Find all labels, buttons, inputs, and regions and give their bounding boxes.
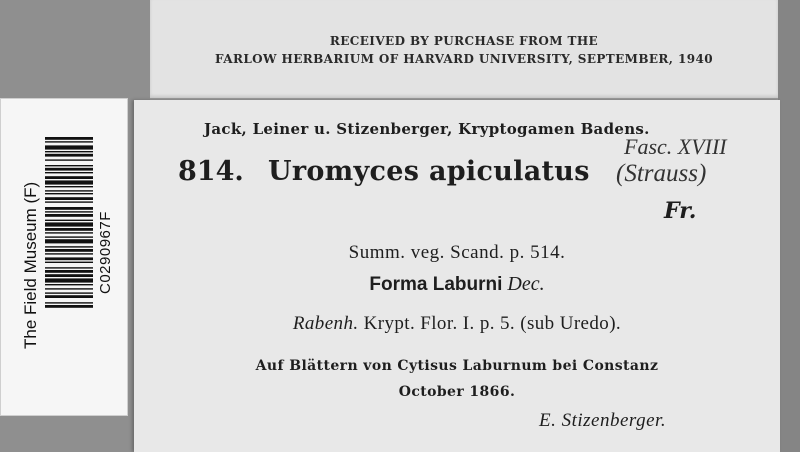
barcode-bar (45, 214, 93, 217)
barcode-bar (45, 249, 93, 252)
barcode-bar (45, 292, 93, 293)
barcode-bar (45, 151, 93, 152)
barcode-bar (45, 262, 93, 263)
barcode-bar (45, 284, 93, 285)
institution-name: The Field Museum (F) (21, 181, 40, 349)
reference-author: Rabenh. (292, 313, 359, 334)
barcode-bar (45, 172, 93, 173)
barcode-bar (45, 253, 93, 254)
barcode-bar (45, 267, 93, 268)
publisher-line: Jack, Leiner u. Stizenberger, Kryptogamen Badens. (204, 120, 650, 138)
barcode-bar (45, 220, 93, 221)
right-background (778, 0, 800, 452)
citation-line: Summ. veg. Scand. p. 514. (348, 242, 566, 263)
barcode-bar (45, 232, 93, 233)
barcode-bar (45, 159, 93, 160)
forma-author: Dec. (507, 273, 545, 295)
barcode-bar (45, 154, 93, 157)
acquisition-label (150, 0, 778, 98)
barcode-bar (45, 239, 93, 243)
barcode-bar (45, 228, 93, 231)
barcode-bar (45, 295, 93, 298)
barcode-graphic (45, 137, 93, 365)
barcode-bar (45, 274, 93, 277)
fascicle-handwritten: Fasc. XVIII (624, 134, 727, 159)
habitat-line: Auf Blättern von Cytisus Laburnum bei Constanz (255, 358, 659, 374)
collector-name: E. Stizenberger. (539, 410, 667, 431)
author-handwritten: (Strauss) (616, 160, 707, 187)
barcode-bar (45, 302, 93, 303)
forma-name: Forma Laburni (369, 274, 503, 295)
barcode-bar (45, 145, 93, 149)
specimen-label (134, 100, 780, 452)
reference-detail: Krypt. Flor. I. p. 5. (sub Uredo). (363, 313, 622, 334)
barcode-bar (45, 186, 93, 187)
barcode-bar (45, 141, 93, 142)
barcode-bar (45, 270, 93, 273)
barcode-bar (45, 207, 93, 210)
species-name: Uromyces apiculatus (268, 156, 590, 187)
specimen-number: 814. (178, 156, 244, 187)
barcode-bar (45, 190, 93, 191)
barcode-bar (45, 246, 93, 247)
barcode-bar (45, 137, 93, 140)
acquisition-line-1: RECEIVED BY PURCHASE FROM THE (329, 34, 599, 48)
barcode-bar (45, 257, 93, 260)
catalog-number: C0290967F (97, 211, 114, 294)
barcode-bar (45, 211, 93, 212)
barcode-bar (45, 168, 93, 171)
barcode-bar (45, 305, 93, 308)
barcode-bar (45, 176, 93, 179)
author-abbreviation: Fr. (664, 198, 697, 224)
barcode-bar (45, 278, 93, 282)
acquisition-line-2: FARLOW HERBARIUM OF HARVARD UNIVERSITY, SEPTEMBER, 1940 (215, 52, 713, 66)
barcode-bar (45, 165, 93, 166)
barcode-bar (45, 288, 93, 289)
barcode-bar (45, 193, 93, 194)
barcode-bar (45, 222, 93, 226)
barcode-bar (45, 201, 93, 202)
barcode-bar (45, 197, 93, 200)
collection-date: October 1866. (398, 384, 516, 400)
barcode-bar (45, 236, 93, 237)
forma-line (134, 273, 780, 296)
barcode-label (0, 98, 128, 416)
reference-line (134, 313, 780, 335)
barcode-bar (45, 180, 93, 184)
